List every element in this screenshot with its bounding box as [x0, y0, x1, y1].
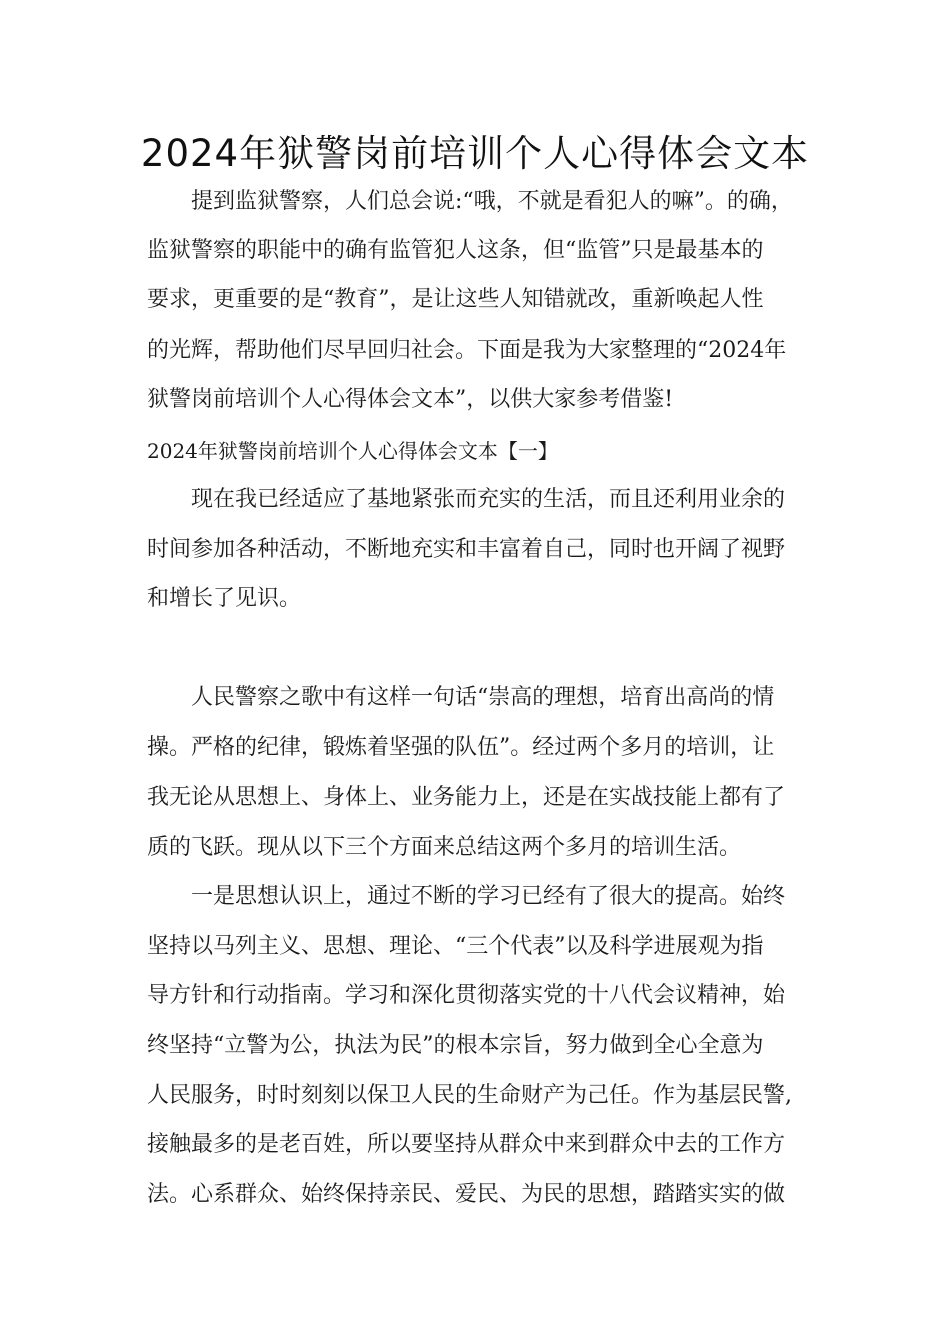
document-title: 2024年狱警岗前培训个人心得体会文本 [140, 132, 810, 175]
para3-line-6: 接触最多的是老百姓，所以要坚持从群众中来到群众中去的工作方 [147, 1132, 786, 1157]
para3-line-3: 导方针和行动指南。学习和深化贯彻落实党的十八代会议精神，始 [147, 983, 786, 1008]
para1-line-1: 现在我已经适应了基地紧张而充实的生活，而且还利用业余的 [191, 487, 786, 512]
para2-line-1: 人民警察之歌中有这样一句话“崇高的理想，培育出高尚的情 [191, 685, 775, 710]
para1-line-3: 和增长了见识。 [147, 586, 302, 611]
para3-line-4: 终坚持“立警为公，执法为民”的根本宗旨，努力做到全心全意为 [147, 1033, 764, 1058]
para3-line-5: 人民服务，时时刻刻以保卫人民的生命财产为己任。作为基层民警, [147, 1083, 792, 1108]
para2-line-2: 操。严格的纪律，锻炼着坚强的队伍”。经过两个多月的培训，让 [147, 735, 775, 760]
intro-line-5: 狱警岗前培训个人心得体会文本”，以供大家参考借鉴! [147, 387, 674, 412]
para2-line-3: 我无论从思想上、身体上、业务能力上，还是在实战技能上都有了 [147, 785, 786, 810]
para3-line-2: 坚持以马列主义、思想、理论、“三个代表”以及科学进展观为指 [147, 934, 764, 959]
intro-line-1: 提到监狱警察，人们总会说:“哦，不就是看犯人的嘛”。的确， [191, 189, 793, 214]
intro-line-4: 的光辉，帮助他们尽早回归社会。下面是我为大家整理的“2024年 [147, 338, 787, 363]
para3-line-7: 法。心系群众、始终保持亲民、爱民、为民的思想，踏踏实实的做 [147, 1182, 786, 1207]
para1-line-2: 时间参加各种活动，不断地充实和丰富着自己，同时也开阔了视野 [147, 537, 786, 562]
section-heading: 2024年狱警岗前培训个人心得体会文本【一】 [147, 439, 558, 463]
para2-line-4: 质的飞跃。现从以下三个方面来总结这两个多月的培训生活。 [147, 835, 742, 860]
intro-line-2: 监狱警察的职能中的确有监管犯人这条，但“监管”只是最基本的 [147, 238, 764, 263]
para3-line-1: 一是思想认识上，通过不断的学习已经有了很大的提高。始终 [191, 884, 786, 909]
intro-line-3: 要求，更重要的是“教育”，是让这些人知错就改，重新唤起人性 [147, 287, 764, 312]
